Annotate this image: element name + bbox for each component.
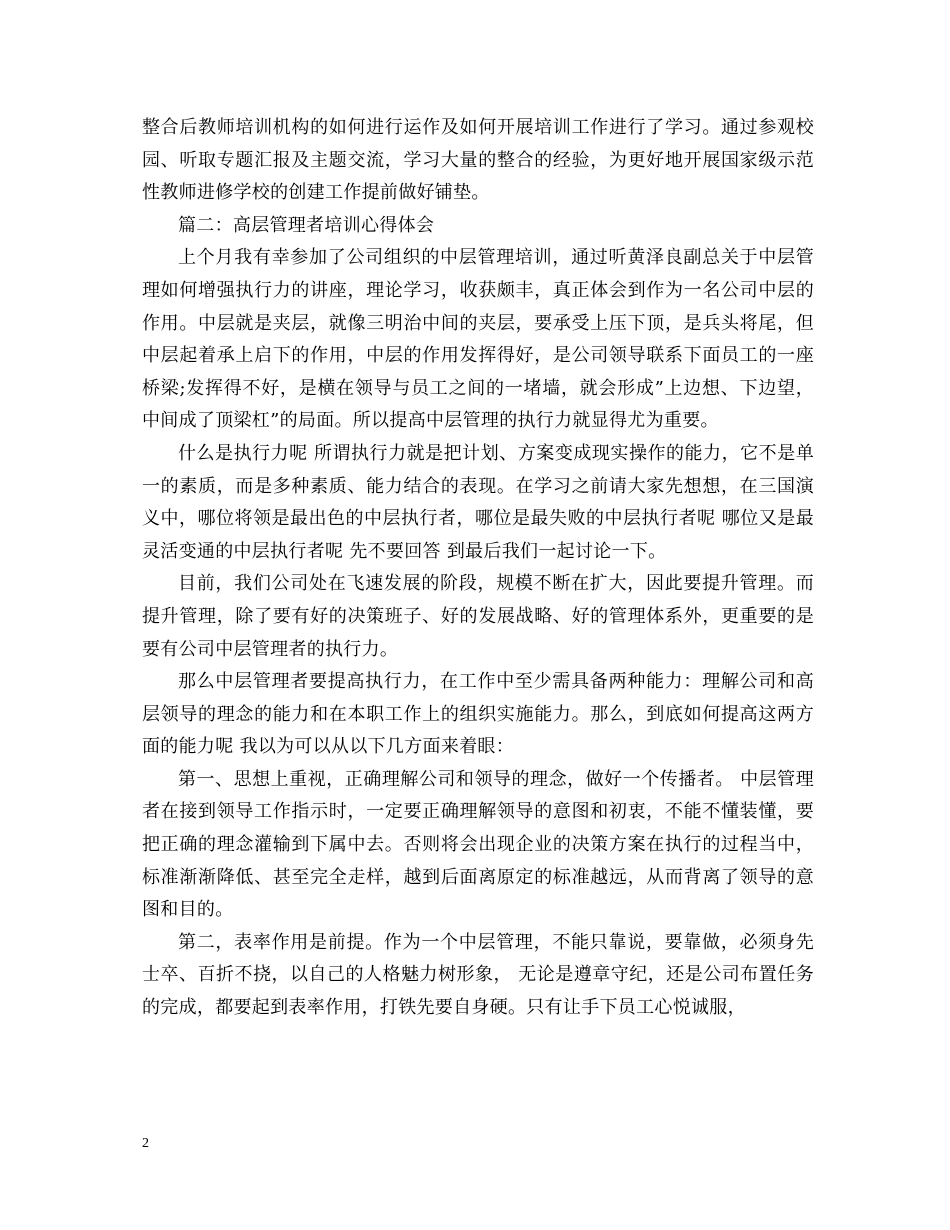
paragraph: 上个月我有幸参加了公司组织的中层管理培训，通过听黄泽良副总关于中层管理如何增强执行力的讲座，理论学习，收获颇丰，真正体会到作为一名公司中层的作用。中层就是夹层，就像三明治中间的夹层，要承受上压下顶，是兵头将尾，但中层起着承上启下的作用，中层的作用发挥得好，是公司领导联系下面员工的一座桥梁;发挥得不好，是横在领导与员工之间的一堵墙，就会形成”上边想、下边望，中间成了顶梁杠”的局面。所以提高中层管理的执行力就显得尤为重要。 (142, 247, 814, 432)
paragraph: 第一、思想上重视，正确理解公司和领导的理念，做好一个传播者。 中层管理者在接到领导工作指示时，一定要正确理解领导的意图和初衷，不能不懂装懂，要把正确的理念灌输到下属中去。否则将会出现企业的决策方案在执行的过程当中，标准渐渐降低、甚至完全走样，越到后面离原定的标准越远，从而背离了领导的意图和目的。 (142, 768, 814, 921)
page-number: 2 (142, 1136, 149, 1151)
paragraph: 什么是执行力呢 所谓执行力就是把计划、方案变成现实操作的能力，它不是单一的素质，而是多种素质、能力结合的表现。在学习之前请大家先想想，在三国演义中，哪位将领是最出色的中层执行者，哪位是最失败的中层执行者呢 哪位又是最灵活变通的中层执行者呢 先不要回答 到最后我们一起讨论一下。 (142, 442, 814, 562)
document-body (142, 112, 814, 1025)
section-heading: 篇二：高层管理者培训心得体会 (178, 214, 435, 236)
paragraph: 那么中层管理者要提高执行力，在工作中至少需具备两种能力：理解公司和高层领导的理念的能力和在本职工作上的组织实施能力。那么，到底如何提高这两方面的能力呢 我以为可以从以下几方面来着眼： (142, 671, 814, 758)
paragraph: 目前，我们公司处在飞速发展的阶段，规模不断在扩大，因此要提升管理。而提升管理，除了要有好的决策班子、好的发展战略、好的管理体系外，更重要的是要有公司中层管理者的执行力。 (142, 573, 814, 660)
paragraph: 第二，表率作用是前提。作为一个中层管理，不能只靠说，要靠做，必须身先士卒、百折不挠，以自己的人格魅力树形象， 无论是遵章守纪，还是公司布置任务的完成，都要起到表率作用，打铁先要自身硬。只有让手下员工心悦诚服， (142, 931, 814, 1019)
paragraph-intro-continuation: 整合后教师培训机构的如何进行运作及如何开展培训工作进行了学习。通过参观校园、听取专题汇报及主题交流，学习大量的整合的经验，为更好地开展国家级示范性教师进修学校的创建工作提前做好铺垫。 (142, 117, 814, 204)
